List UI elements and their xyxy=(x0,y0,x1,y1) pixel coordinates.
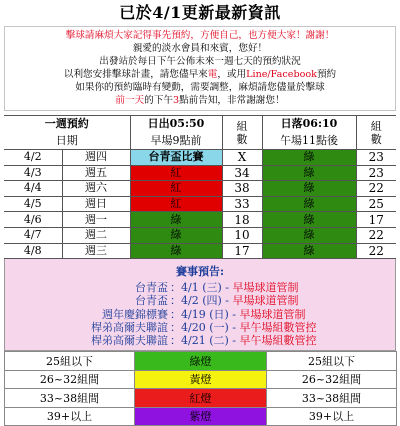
notice-box xyxy=(4,26,396,111)
early-status-cell: 綠 xyxy=(130,212,222,228)
list-item: 桿弟高爾夫聯誼 ：4/20 (一) - 早午場組數管控 xyxy=(91,320,317,334)
header-groups-early: 組數 xyxy=(222,116,262,150)
legend-red-light: 紅燈 xyxy=(135,389,267,408)
early-status-cell: 紅 xyxy=(130,181,222,197)
table-row: 4/8 週三 綠 17 綠 22 xyxy=(4,243,396,259)
afternoon-status-cell: 綠 xyxy=(262,165,356,181)
afternoon-status-cell: 綠 xyxy=(262,227,356,243)
event-preview-box xyxy=(4,259,396,351)
legend-yellow-light: 黃燈 xyxy=(135,370,267,389)
notice-line-5: 如果你的預約臨時有變動，需要調整，麻煩請您儘量於擊球 xyxy=(75,82,325,93)
notice-line-3: 出發站於每日下午公佈未來一週七天的預約狀況 xyxy=(99,56,301,67)
notice-line-4: 以利您安排擊球計畫，請您儘早來電，或用Line/Facebook預約 xyxy=(63,69,337,80)
notice-line-6: 前一天的下午3點前告知，非常謝謝您！ xyxy=(115,95,285,106)
early-status-cell: 台青盃比賽 xyxy=(130,150,222,166)
legend-row: 33~38組間 紅燈 33~38組間 xyxy=(5,389,397,408)
early-status-cell: 紅 xyxy=(130,196,222,212)
event-preview-heading: 賽事預告: xyxy=(175,265,225,279)
legend-row: 26~32組間 黃燈 26~32組間 xyxy=(5,370,397,389)
afternoon-status-cell: 綠 xyxy=(262,212,356,228)
afternoon-status-cell: 綠 xyxy=(262,243,356,259)
list-item: 台青盃 ：4/2 (四) - 早場球道管制 xyxy=(135,294,299,308)
list-item: 桿弟高爾夫聯誼 ：4/21 (二) - 早午場組數管控 xyxy=(91,333,317,347)
table-row: 4/3 週五 紅 34 綠 23 xyxy=(4,165,396,181)
table-row: 4/5 週日 紅 33 綠 25 xyxy=(4,196,396,212)
afternoon-status-cell: 綠 xyxy=(262,181,356,197)
header-sunset: 日落06:10 xyxy=(262,116,356,133)
afternoon-status-cell: 綠 xyxy=(262,196,356,212)
early-status-cell: 綠 xyxy=(130,227,222,243)
afternoon-status-cell: 綠 xyxy=(262,150,356,166)
page-title: 已於4/1更新最新資訊 xyxy=(119,3,281,22)
legend-row: 25組以下 綠燈 25組以下 xyxy=(5,352,397,371)
legend-row: 39+以上 紫燈 39+以上 xyxy=(5,407,397,426)
header-week-booking: 一週預約 xyxy=(4,116,130,133)
legend-purple-light: 紫燈 xyxy=(135,407,267,426)
header-early: 早場9點前 xyxy=(130,133,222,150)
header-sunrise: 日出05:50 xyxy=(130,116,222,133)
table-row: 4/7 週二 綠 10 綠 22 xyxy=(4,227,396,243)
notice-line-1: 擊球請麻煩大家記得事先預約，方便自己，也方便大家！謝謝！ xyxy=(65,30,335,41)
legend-green-light: 綠燈 xyxy=(135,352,267,371)
header-afternoon: 午場11點後 xyxy=(262,133,356,150)
booking-schedule-table xyxy=(4,115,396,259)
header-groups-afternoon: 組數 xyxy=(356,116,396,150)
table-row: 4/2 週四 台青盃比賽 X 綠 23 xyxy=(4,150,396,166)
early-status-cell: 紅 xyxy=(130,165,222,181)
early-status-cell: 綠 xyxy=(130,243,222,259)
header-date: 日期 xyxy=(4,133,130,150)
table-row: 4/6 週一 綠 18 綠 17 xyxy=(4,212,396,228)
list-item: 台青盃 ：4/1 (三) - 早場球道管制 xyxy=(135,281,299,295)
traffic-light-legend xyxy=(4,351,397,426)
table-row: 4/4 週六 紅 38 綠 22 xyxy=(4,181,396,197)
notice-line-2: 親愛的淡水會員和來賓，您好！ xyxy=(132,43,268,54)
list-item: 週年慶錦標賽 ：4/19 (日) - 早場球道管制 xyxy=(102,307,306,321)
